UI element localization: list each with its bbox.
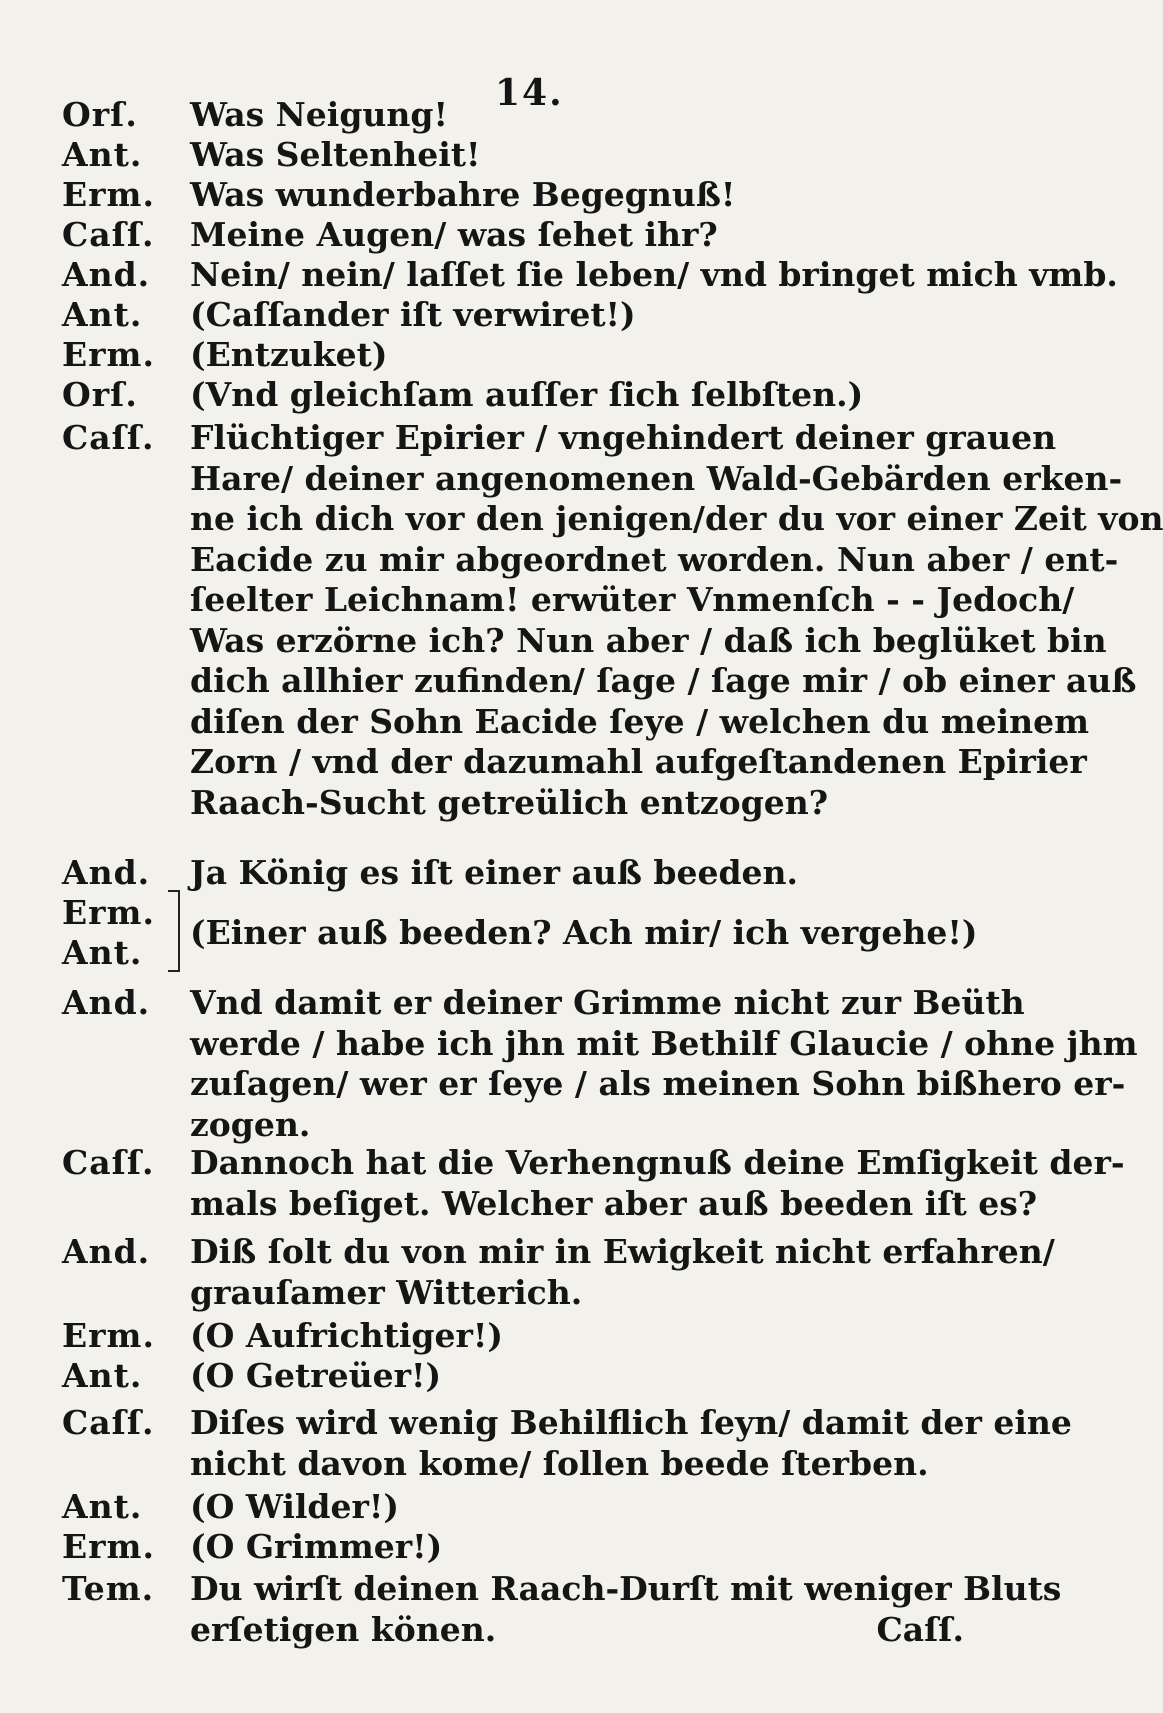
speaker-label: Ant. <box>62 135 143 174</box>
text-line: Meine Augen/ was ſehet ihr? <box>190 215 718 254</box>
speaker-label: Erm. <box>62 335 155 374</box>
speech-text <box>190 1527 980 1568</box>
speaker-label: Ant. <box>62 1356 143 1395</box>
catchword: Caſſ. <box>876 1610 964 1649</box>
text-line: Eacide zu mir abgeordnet worden. Nun aber / ent- <box>190 539 1119 579</box>
speech-text <box>190 1403 1072 1484</box>
text-line: (Caſſander iſt verwiret!) <box>190 295 636 334</box>
speech-text <box>190 1487 980 1528</box>
text-line: Diß ſolt du von mir in Ewigkeit nicht erfahren/ <box>190 1232 1055 1271</box>
text-line: Ja König es iſt einer auß beeden. <box>190 853 799 892</box>
speech-text <box>190 418 1163 823</box>
speech-text <box>190 135 980 176</box>
speaker-label: And. <box>62 983 151 1022</box>
speech-text <box>190 1232 1055 1313</box>
text-line: Zorn / vnd der dazumahl aufgeſtandenen Epirier <box>190 742 1087 781</box>
speech-text <box>190 1143 1125 1224</box>
speaker-label: Erm. <box>62 893 155 932</box>
text-line: Hare/ deiner angenomenen Wald-Gebärden erken- <box>190 458 1123 498</box>
text-line: (O Aufrichtiger!) <box>190 1316 503 1355</box>
speaker-label: Tem. <box>62 1569 155 1608</box>
speaker-label: Caſſ. <box>62 1143 155 1182</box>
text-line: Vnd damit er deiner Grimme nicht zur Beüth <box>190 983 1025 1022</box>
text-line: (O Getreüer!) <box>190 1356 442 1395</box>
speech-text <box>190 853 980 894</box>
text-line: Was Neigung! <box>190 95 448 134</box>
text-line: (Vnd gleichſam auſſer ſich ſelbſten.) <box>190 375 864 414</box>
text-line: grauſamer Witterich. <box>190 1272 583 1312</box>
speaker-label: Ant. <box>62 933 143 972</box>
speech-text <box>190 375 980 416</box>
speaker-label: Caſſ. <box>62 418 155 457</box>
speech-text <box>190 335 980 376</box>
speech-text <box>190 1569 1062 1650</box>
speaker-label: Caſſ. <box>62 215 155 254</box>
speech-text <box>190 175 980 216</box>
text-line: ſeelter Leichnam! erwüter Vnmenſch - - Jedoch/ <box>190 580 1075 619</box>
speech-text <box>190 1356 980 1397</box>
text-line: diſen der Sohn Eacide ſeye / welchen du meinem <box>190 701 1090 741</box>
text-line: Nein/ nein/ laſſet ſie leben/ vnd bringet mich vmb. <box>190 255 1118 294</box>
speaker-label: Ant. <box>62 1487 143 1526</box>
text-line: Flüchtiger Epirier / vngehindert deiner grauen <box>190 418 1057 457</box>
text-line: mals beſiget. Welcher aber auß beeden iſt es? <box>190 1183 1038 1223</box>
text-line: Was erzörne ich? Nun aber / daß ich beglüket bin <box>190 620 1107 660</box>
text-line: (O Wilder!) <box>190 1487 399 1526</box>
text-line: zuſagen/ wer er ſeye / als meinen Sohn bißhero er- <box>190 1064 1126 1103</box>
speaker-label: Caſſ. <box>62 1403 155 1442</box>
speaker-label: Ant. <box>62 295 143 334</box>
text-line: Diſes wird wenig Behilflich ſeyn/ damit der eine <box>190 1403 1072 1442</box>
page-number: 14. <box>495 72 564 114</box>
speech-text <box>190 913 980 954</box>
text-line: erſetigen könen. <box>190 1609 497 1649</box>
text-line: (Einer auß beeden? Ach mir/ ich vergehe!) <box>190 913 978 952</box>
speech-text <box>190 255 1118 296</box>
text-line: dich allhier zufinden/ ſage / ſage mir / ob einer auß <box>190 661 1137 700</box>
speaker-label: And. <box>62 1232 151 1271</box>
speaker-label: Erm. <box>62 1316 155 1355</box>
text-line: werde / habe ich jhn mit Bethilf Glaucie / ohne jhm <box>190 1023 1138 1063</box>
speaker-label: And. <box>62 255 151 294</box>
speech-text <box>190 983 1138 1145</box>
speaker-label: Orſ. <box>62 95 138 134</box>
speech-text <box>190 215 980 256</box>
text-line: Was Seltenheit! <box>190 135 481 174</box>
speech-text <box>190 1316 980 1357</box>
text-line: Dannoch hat die Verhengnuß deine Emſigkeit der- <box>190 1143 1125 1182</box>
text-line: ne ich dich vor den jenigen/der du vor einer Zeit von <box>190 499 1163 538</box>
speaker-label: Erm. <box>62 1527 155 1566</box>
text-line: Raach-Sucht getreülich entzogen? <box>190 782 829 822</box>
speaker-label: Erm. <box>62 175 155 214</box>
speech-text <box>190 95 980 136</box>
speech-text <box>190 295 980 336</box>
text-line: (Entzuket) <box>190 335 388 374</box>
text-line: (O Grimmer!) <box>190 1527 443 1566</box>
speaker-label: And. <box>62 853 151 892</box>
text-line: zogen. <box>190 1104 311 1144</box>
text-line: Was wunderbahre Begegnuß! <box>190 175 736 214</box>
text-line: Du wirſt deinen Raach-Durſt mit weniger Bluts <box>190 1569 1062 1608</box>
text-line: nicht davon kome/ ſollen beede ſterben. <box>190 1443 929 1483</box>
speaker-label: Orſ. <box>62 375 138 414</box>
